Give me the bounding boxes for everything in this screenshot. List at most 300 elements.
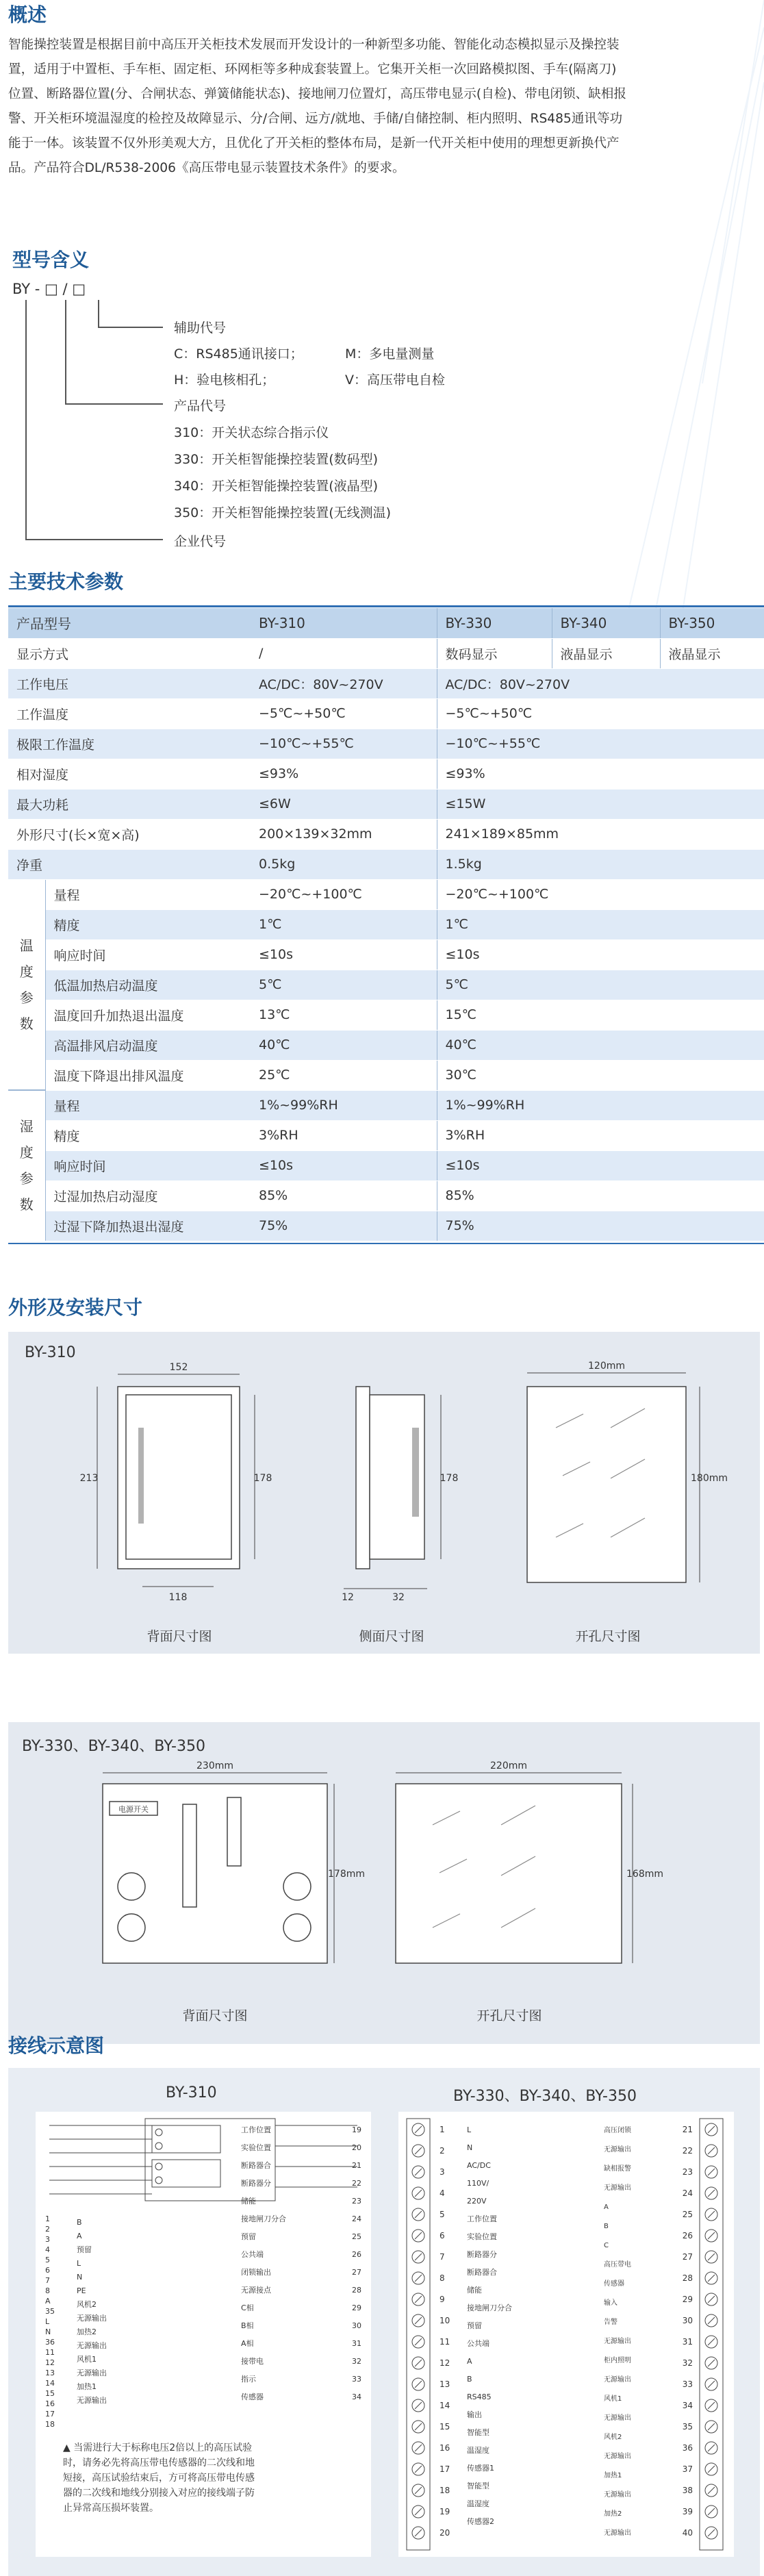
terminal-label: AC/DC bbox=[467, 2161, 491, 2170]
row-label: 响应时间 bbox=[45, 939, 251, 970]
row-label: 相对湿度 bbox=[8, 759, 251, 789]
terminal-label: B bbox=[604, 2223, 609, 2230]
left-terminal-number: 2 bbox=[45, 2225, 50, 2234]
row-value: ≤10s bbox=[437, 1150, 764, 1180]
company-code: 企业代号 bbox=[174, 534, 227, 549]
humidity-group-label: 湿 度 参 数 bbox=[8, 1090, 45, 1241]
right-terminal-label: 实验位置 bbox=[241, 2143, 271, 2152]
row-label: 量程 bbox=[45, 1090, 251, 1120]
table-row bbox=[8, 970, 764, 1000]
right-terminal-label: C相 bbox=[241, 2303, 254, 2312]
dims-panel-330 bbox=[8, 1722, 760, 2044]
back-view-label: 背面尺寸图 bbox=[147, 1629, 212, 1644]
terminal-number: 31 bbox=[682, 2337, 693, 2347]
terminal-label: 智能型 bbox=[467, 2482, 489, 2490]
back2-height-label: 178mm bbox=[328, 1869, 365, 1880]
left-terminal-label: 无源输出 bbox=[77, 2341, 107, 2350]
row-value: ≤93% bbox=[437, 759, 764, 789]
right-terminal-label: 接带电 bbox=[241, 2357, 264, 2366]
overview-title: 概述 bbox=[8, 3, 47, 26]
table-row bbox=[8, 638, 764, 668]
left-terminal-number: A bbox=[45, 2297, 51, 2306]
left-terminal-number: 17 bbox=[45, 2410, 55, 2419]
back-height-label: 213 bbox=[79, 1473, 99, 1484]
row-value: 液晶显示 bbox=[552, 638, 660, 668]
header-cell: BY-340 bbox=[552, 608, 660, 638]
terminal-label: 加热1 bbox=[604, 2472, 622, 2479]
table-row bbox=[8, 819, 764, 849]
row-value: ≤10s bbox=[251, 1150, 437, 1180]
row-value: 40℃ bbox=[251, 1030, 437, 1060]
table-row bbox=[8, 1211, 764, 1241]
params-title: 主要技术参数 bbox=[8, 570, 124, 593]
hole-height-label: 180mm bbox=[691, 1473, 728, 1484]
terminal-label: 传感器2 bbox=[467, 2517, 494, 2526]
table-row bbox=[8, 729, 764, 759]
table-bottom-divider bbox=[8, 1243, 764, 1244]
table-row bbox=[8, 849, 764, 879]
left-terminal-number: 18 bbox=[45, 2420, 55, 2429]
side-b-label: 32 bbox=[392, 1592, 405, 1603]
left-terminal-number: L bbox=[45, 2317, 50, 2326]
left-terminal-number: 16 bbox=[45, 2399, 55, 2408]
row-value: / bbox=[251, 638, 437, 668]
left-terminal-number: 35 bbox=[45, 2307, 55, 2316]
row-value: 1.5kg bbox=[437, 849, 764, 879]
back-width-label: 152 bbox=[169, 1362, 188, 1373]
terminal-number: 8 bbox=[440, 2273, 445, 2283]
row-label: 显示方式 bbox=[8, 638, 251, 668]
dims-panel-310 bbox=[8, 1332, 760, 1654]
row-value: 1℃ bbox=[437, 909, 764, 939]
side-height-label: 178 bbox=[440, 1473, 459, 1484]
terminal-number: 10 bbox=[440, 2316, 450, 2325]
terminal-label: L bbox=[467, 2125, 472, 2134]
left-terminal-number: 36 bbox=[45, 2338, 55, 2347]
terminal-number: 3 bbox=[440, 2167, 445, 2177]
terminal-label: 缺相报警 bbox=[604, 2165, 631, 2173]
hole2-view-label: 开孔尺寸图 bbox=[476, 2008, 542, 2023]
row-label: 温度下降退出排风温度 bbox=[45, 1060, 251, 1090]
terminal-number: 27 bbox=[682, 2252, 693, 2262]
panel-title: BY-330、BY-340、BY-350 bbox=[22, 1738, 205, 1755]
model-title: 型号含义 bbox=[12, 249, 90, 271]
table-row bbox=[8, 668, 764, 698]
overview-line: 位置、断路器位置(分、合闸状态、弹簧储能状态)、接地闸刀位置灯，高压带电显示(自检)、带电闭锁、缺相报 bbox=[8, 87, 626, 101]
terminal-number: 2 bbox=[440, 2146, 445, 2156]
terminal-label: 工作位置 bbox=[467, 2214, 497, 2223]
terminal-number: 38 bbox=[682, 2486, 693, 2495]
terminal-number: 22 bbox=[682, 2146, 693, 2156]
row-value: 75% bbox=[437, 1211, 764, 1241]
row-label: 工作电压 bbox=[8, 668, 251, 698]
right-terminal-number: 22 bbox=[352, 2179, 361, 2188]
table-row bbox=[8, 879, 764, 909]
header-cell: BY-350 bbox=[660, 608, 764, 638]
left-terminal-label: 风机2 bbox=[77, 2300, 97, 2309]
terminal-label: 储能 bbox=[467, 2286, 482, 2295]
overview-line: 置，适用于中置柜、手车柜、固定柜、环网柜等多种成套装置上。它集开关柜一次回路模拟图、手车(隔离刀) bbox=[8, 62, 617, 77]
aux-code-v: V：高压带电自检 bbox=[345, 372, 445, 388]
product-340: 340：开关柜智能操控装置(液晶型) bbox=[174, 479, 379, 494]
right-terminal-number: 21 bbox=[352, 2161, 361, 2170]
row-label: 高温排风启动温度 bbox=[45, 1030, 251, 1060]
overview-paragraph bbox=[8, 33, 626, 181]
header-cell: BY-310 bbox=[251, 608, 437, 638]
table-row bbox=[8, 698, 764, 729]
terminal-number: 36 bbox=[682, 2443, 693, 2453]
terminal-number: 12 bbox=[440, 2358, 450, 2368]
right-terminal-label: 指示 bbox=[241, 2375, 256, 2384]
terminal-number: 24 bbox=[682, 2188, 693, 2198]
row-value: ≤15W bbox=[437, 789, 764, 819]
row-value: 200×139×32mm bbox=[251, 819, 437, 849]
header-cell: BY-330 bbox=[437, 608, 552, 638]
left-terminal-label: N bbox=[77, 2273, 83, 2282]
row-value: 13℃ bbox=[251, 1000, 437, 1030]
terminal-number: 34 bbox=[682, 2401, 693, 2410]
terminal-number: 26 bbox=[682, 2231, 693, 2240]
row-value: 241×189×85mm bbox=[437, 819, 764, 849]
row-label: 精度 bbox=[45, 1120, 251, 1150]
hole2-width-label: 220mm bbox=[490, 1760, 527, 1771]
left-terminal-label: L bbox=[77, 2259, 81, 2268]
hole2-height-label: 168mm bbox=[626, 1869, 663, 1880]
right-terminal-number: 19 bbox=[352, 2125, 361, 2134]
row-label: 过湿加热启动湿度 bbox=[45, 1180, 251, 1211]
terminal-number: 11 bbox=[440, 2337, 450, 2347]
right-terminal-number: 26 bbox=[352, 2250, 361, 2259]
row-value: ≤10s bbox=[251, 939, 437, 970]
terminal-number: 37 bbox=[682, 2464, 693, 2474]
terminal-label: 温湿度 bbox=[467, 2499, 489, 2508]
row-value: 75% bbox=[251, 1211, 437, 1241]
table-row bbox=[8, 1030, 764, 1060]
row-value: 1%~99%RH bbox=[251, 1090, 437, 1120]
product-350: 350：开关柜智能操控装置(无线测温) bbox=[174, 505, 392, 520]
terminal-number: 28 bbox=[682, 2273, 693, 2283]
model-code: BY - □ / □ bbox=[12, 281, 86, 297]
back-inner-height-label: 178 bbox=[253, 1473, 272, 1484]
left-terminal-number: 12 bbox=[45, 2358, 55, 2367]
terminal-label: 高压带电 bbox=[604, 2261, 631, 2269]
left-terminal-label: 无源输出 bbox=[77, 2314, 107, 2323]
table-row bbox=[8, 1000, 764, 1030]
left-terminal-number: 7 bbox=[45, 2276, 50, 2285]
terminal-number: 32 bbox=[682, 2358, 693, 2368]
back-bottom-label: 118 bbox=[168, 1592, 188, 1603]
right-terminal-number: 34 bbox=[352, 2392, 361, 2401]
overview-line: 智能操控装置是根据目前中高压开关柜技术发展而开发设计的一种新型多功能、智能化动态模拟显示及操控装 bbox=[8, 38, 620, 52]
product-310: 310：开关状态综合指示仪 bbox=[174, 425, 329, 440]
dims-310-drawing bbox=[8, 1332, 760, 1654]
row-value: −5℃~+50℃ bbox=[437, 698, 764, 729]
row-value: AC/DC：80V~270V bbox=[251, 668, 437, 698]
row-label: 极限工作温度 bbox=[8, 729, 251, 759]
terminal-number: 6 bbox=[440, 2231, 445, 2240]
row-value: 1℃ bbox=[251, 909, 437, 939]
row-value: ≤10s bbox=[437, 939, 764, 970]
right-terminal-label: 预留 bbox=[241, 2232, 256, 2241]
terminal-label: 无源输出 bbox=[604, 2146, 631, 2154]
terminal-label: 110V/ bbox=[467, 2179, 489, 2188]
left-terminal-number: 15 bbox=[45, 2389, 55, 2398]
right-terminal-number: 32 bbox=[352, 2357, 361, 2366]
terminal-number: 25 bbox=[682, 2210, 693, 2219]
product-330: 330：开关柜智能操控装置(数码型) bbox=[174, 452, 379, 467]
terminal-number: 40 bbox=[682, 2528, 693, 2538]
terminal-label: 220V bbox=[467, 2197, 487, 2206]
terminal-label: 无源输出 bbox=[604, 2338, 631, 2345]
right-terminal-label: B相 bbox=[241, 2321, 254, 2330]
terminal-label: 高压闭锁 bbox=[604, 2127, 631, 2134]
terminal-number: 9 bbox=[440, 2295, 445, 2304]
terminal-number: 29 bbox=[682, 2295, 693, 2304]
dims-330-drawing bbox=[8, 1722, 760, 2044]
terminal-label: 传感器 bbox=[604, 2280, 624, 2288]
right-terminal-number: 29 bbox=[352, 2303, 361, 2312]
wiring-panel bbox=[8, 2068, 760, 2576]
right-terminal-label: 接地闸刀分合 bbox=[241, 2214, 286, 2223]
wiring-330-diagram bbox=[398, 2112, 734, 2557]
right-terminal-label: 断路器分 bbox=[241, 2179, 271, 2188]
table-row bbox=[8, 1150, 764, 1180]
row-value: 40℃ bbox=[437, 1030, 764, 1060]
product-code-title: 产品代号 bbox=[174, 399, 227, 414]
back2-width-label: 230mm bbox=[196, 1760, 233, 1771]
terminal-label: 输入 bbox=[604, 2299, 617, 2307]
overview-line: 能于一体。该装置不仅外形美观大方，且优化了开关柜的整体布局，是新一代开关柜中使用的理想更新换代产 bbox=[8, 136, 620, 151]
row-value: −20℃~+100℃ bbox=[251, 879, 437, 909]
terminal-label: 告警 bbox=[604, 2319, 617, 2326]
right-terminal-label: 断路器合 bbox=[241, 2161, 271, 2170]
header-cell: 产品型号 bbox=[8, 608, 251, 638]
row-value: −20℃~+100℃ bbox=[437, 879, 764, 909]
left-terminal-label: 风机1 bbox=[77, 2355, 97, 2364]
right-terminal-label: 无源接点 bbox=[241, 2286, 271, 2295]
terminal-label: 无源输出 bbox=[604, 2453, 631, 2460]
row-value: 25℃ bbox=[251, 1060, 437, 1090]
left-terminal-number: 5 bbox=[45, 2256, 50, 2264]
terminal-label: 智能型 bbox=[467, 2428, 489, 2437]
terminal-number: 30 bbox=[682, 2316, 693, 2325]
left-terminal-label: 预留 bbox=[77, 2245, 92, 2254]
wiring-title: 接线示意图 bbox=[8, 2034, 105, 2057]
row-value: ≤6W bbox=[251, 789, 437, 819]
wiring-330-svg bbox=[398, 2112, 734, 2557]
terminal-label: B bbox=[467, 2375, 472, 2384]
row-label: 外形尺寸(长×宽×高) bbox=[8, 819, 251, 849]
row-label: 低温加热启动温度 bbox=[45, 970, 251, 1000]
left-terminal-label: 无源输出 bbox=[77, 2396, 107, 2405]
row-value: 15℃ bbox=[437, 1000, 764, 1030]
terminal-number: 39 bbox=[682, 2507, 693, 2516]
wiring-310-title: BY-310 bbox=[166, 2084, 217, 2101]
row-value: AC/DC：80V~270V bbox=[437, 668, 764, 698]
wiring-warning-note: ▲ 当需进行大于标称电压2倍以上的高压试验 时，请务必先将高压带电传感器的二次线和地 短接，高压试验结束后，方可将高压带电传感 器的二次线和地线分别接入对应的接线端子防 止异常高压损坏装置。 bbox=[63, 2442, 255, 2514]
temp-group-label: 温 度 参 数 bbox=[8, 879, 45, 1090]
left-terminal-number: 4 bbox=[45, 2245, 50, 2254]
row-value: −5℃~+50℃ bbox=[251, 698, 437, 729]
terminal-number: 33 bbox=[682, 2379, 693, 2389]
right-terminal-number: 33 bbox=[352, 2375, 361, 2384]
wiring-310-diagram bbox=[36, 2112, 371, 2557]
right-terminal-label: A相 bbox=[241, 2339, 254, 2348]
terminal-label: 输出 bbox=[467, 2410, 482, 2419]
row-label: 精度 bbox=[45, 909, 251, 939]
row-value: 数码显示 bbox=[437, 638, 552, 668]
row-value: 1%~99%RH bbox=[437, 1090, 764, 1120]
row-label: 净重 bbox=[8, 849, 251, 879]
dims-title: 外形及安装尺寸 bbox=[8, 1296, 143, 1319]
overview-line: 警、开关柜环境温湿度的检控及故障显示、分/合闸、远方/就地、手储/自储控制、柜内照明、RS485通讯等功 bbox=[8, 112, 623, 126]
terminal-label: 实验位置 bbox=[467, 2232, 497, 2241]
row-value: 5℃ bbox=[437, 970, 764, 1000]
left-terminal-number: 11 bbox=[45, 2348, 55, 2357]
row-value: 5℃ bbox=[251, 970, 437, 1000]
left-terminal-number: 3 bbox=[45, 2235, 50, 2244]
terminal-number: 16 bbox=[440, 2443, 450, 2453]
left-terminal-label: 加热2 bbox=[77, 2327, 97, 2336]
terminal-label: A bbox=[604, 2204, 609, 2211]
right-terminal-label: 储能 bbox=[241, 2197, 256, 2206]
right-terminal-number: 27 bbox=[352, 2268, 361, 2277]
terminal-label: 风机2 bbox=[604, 2434, 622, 2441]
terminal-label: 无源输出 bbox=[604, 2491, 631, 2499]
left-terminal-label: 加热1 bbox=[77, 2382, 97, 2391]
right-terminal-label: 工作位置 bbox=[241, 2125, 271, 2134]
panel-title: BY-310 bbox=[25, 1344, 76, 1361]
table-row bbox=[8, 909, 764, 939]
row-label: 过湿下降加热退出湿度 bbox=[45, 1211, 251, 1241]
overview-line: 品。产品符合DL/R538-2006《高压带电显示装置技术条件》的要求。 bbox=[8, 161, 405, 175]
aux-code-c: C：RS485通讯接口； bbox=[174, 346, 303, 362]
terminal-number: 5 bbox=[440, 2210, 445, 2219]
row-label: 响应时间 bbox=[45, 1150, 251, 1180]
left-terminal-label: PE bbox=[77, 2286, 86, 2295]
table-row bbox=[8, 759, 764, 789]
terminal-label: 断路器分 bbox=[467, 2250, 497, 2259]
wiring-330-title: BY-330、BY-340、BY-350 bbox=[453, 2088, 637, 2105]
row-value: 液晶显示 bbox=[660, 638, 764, 668]
right-terminal-number: 31 bbox=[352, 2339, 361, 2348]
terminal-label: 风机1 bbox=[604, 2395, 622, 2403]
left-terminal-number: 13 bbox=[45, 2369, 55, 2377]
row-value: 3%RH bbox=[251, 1120, 437, 1150]
back2-view-label: 背面尺寸图 bbox=[182, 2008, 248, 2023]
row-label: 量程 bbox=[45, 879, 251, 909]
terminal-label: 无源输出 bbox=[604, 2376, 631, 2384]
row-value: 0.5kg bbox=[251, 849, 437, 879]
terminal-number: 23 bbox=[682, 2167, 693, 2177]
right-terminal-number: 24 bbox=[352, 2214, 361, 2223]
aux-code-h: H：验电核相孔； bbox=[174, 372, 275, 388]
params-divider bbox=[8, 605, 764, 607]
table-row bbox=[8, 1180, 764, 1211]
hole-width-label: 120mm bbox=[588, 1361, 625, 1372]
terminal-number: 20 bbox=[440, 2528, 450, 2538]
terminal-label: 无源输出 bbox=[604, 2184, 631, 2192]
terminal-number: 14 bbox=[440, 2401, 450, 2410]
right-terminal-number: 28 bbox=[352, 2286, 361, 2295]
table-header-row bbox=[8, 608, 764, 638]
terminal-label: 柜内照明 bbox=[604, 2357, 631, 2364]
terminal-number: 15 bbox=[440, 2422, 450, 2432]
row-value: −10℃~+55℃ bbox=[437, 729, 764, 759]
terminal-number: 1 bbox=[440, 2125, 445, 2134]
terminal-label: C bbox=[604, 2242, 609, 2249]
spec-table bbox=[8, 608, 764, 1241]
table-row bbox=[8, 789, 764, 819]
left-terminal-number: 6 bbox=[45, 2266, 50, 2275]
aux-code-title: 辅助代号 bbox=[174, 320, 227, 336]
table-row bbox=[8, 939, 764, 970]
table-row bbox=[8, 1120, 764, 1150]
hole-view-label: 开孔尺寸图 bbox=[575, 1629, 641, 1644]
terminal-number: 4 bbox=[440, 2188, 445, 2198]
row-value: −10℃~+55℃ bbox=[251, 729, 437, 759]
left-terminal-label: A bbox=[77, 2232, 82, 2240]
row-value: 85% bbox=[251, 1180, 437, 1211]
side-a-label: 12 bbox=[342, 1592, 354, 1603]
row-label: 工作温度 bbox=[8, 698, 251, 729]
terminal-label: 传感器1 bbox=[467, 2464, 494, 2473]
terminal-label: 加热2 bbox=[604, 2510, 622, 2518]
terminal-number: 13 bbox=[440, 2379, 450, 2389]
terminal-number: 7 bbox=[440, 2252, 445, 2262]
aux-code-m: M：多电量测量 bbox=[345, 346, 435, 362]
terminal-number: 21 bbox=[682, 2125, 693, 2134]
row-label: 温度回升加热退出温度 bbox=[45, 1000, 251, 1030]
terminal-label: 无源输出 bbox=[604, 2414, 631, 2422]
terminal-number: 17 bbox=[440, 2464, 450, 2474]
left-terminal-number: 8 bbox=[45, 2286, 50, 2295]
table-row bbox=[8, 1090, 764, 1120]
row-label: 最大功耗 bbox=[8, 789, 251, 819]
right-terminal-number: 25 bbox=[352, 2232, 361, 2241]
row-value: 3%RH bbox=[437, 1120, 764, 1150]
right-terminal-number: 23 bbox=[352, 2197, 361, 2206]
terminal-label: RS485 bbox=[467, 2392, 492, 2401]
left-terminal-label: 无源输出 bbox=[77, 2369, 107, 2377]
row-value: ≤93% bbox=[251, 759, 437, 789]
power-switch-label: 电源开关 bbox=[118, 1805, 149, 1814]
left-terminal-number: 1 bbox=[45, 2214, 50, 2223]
terminal-label: A bbox=[467, 2357, 472, 2366]
right-terminal-number: 30 bbox=[352, 2321, 361, 2330]
left-terminal-label: B bbox=[77, 2218, 82, 2227]
terminal-label: 公共端 bbox=[467, 2339, 489, 2348]
row-value: 85% bbox=[437, 1180, 764, 1211]
right-terminal-label: 传感器 bbox=[241, 2392, 264, 2401]
left-terminal-number: N bbox=[45, 2327, 51, 2336]
terminal-number: 19 bbox=[440, 2507, 450, 2516]
table-row bbox=[8, 1060, 764, 1090]
terminal-label: 无源输出 bbox=[604, 2529, 631, 2537]
terminal-label: 温湿度 bbox=[467, 2446, 489, 2455]
terminal-label: 断路器合 bbox=[467, 2268, 497, 2277]
left-terminal-number: 14 bbox=[45, 2379, 55, 2388]
terminal-label: 预留 bbox=[467, 2321, 482, 2330]
terminal-number: 35 bbox=[682, 2422, 693, 2432]
terminal-label: 接地闸刀分合 bbox=[467, 2303, 512, 2312]
right-terminal-number: 20 bbox=[352, 2143, 361, 2152]
row-value: 30℃ bbox=[437, 1060, 764, 1090]
terminal-label: N bbox=[467, 2143, 473, 2152]
terminal-number: 18 bbox=[440, 2486, 450, 2495]
right-terminal-label: 闭锁输出 bbox=[241, 2268, 271, 2277]
side-view-label: 侧面尺寸图 bbox=[359, 1629, 424, 1644]
